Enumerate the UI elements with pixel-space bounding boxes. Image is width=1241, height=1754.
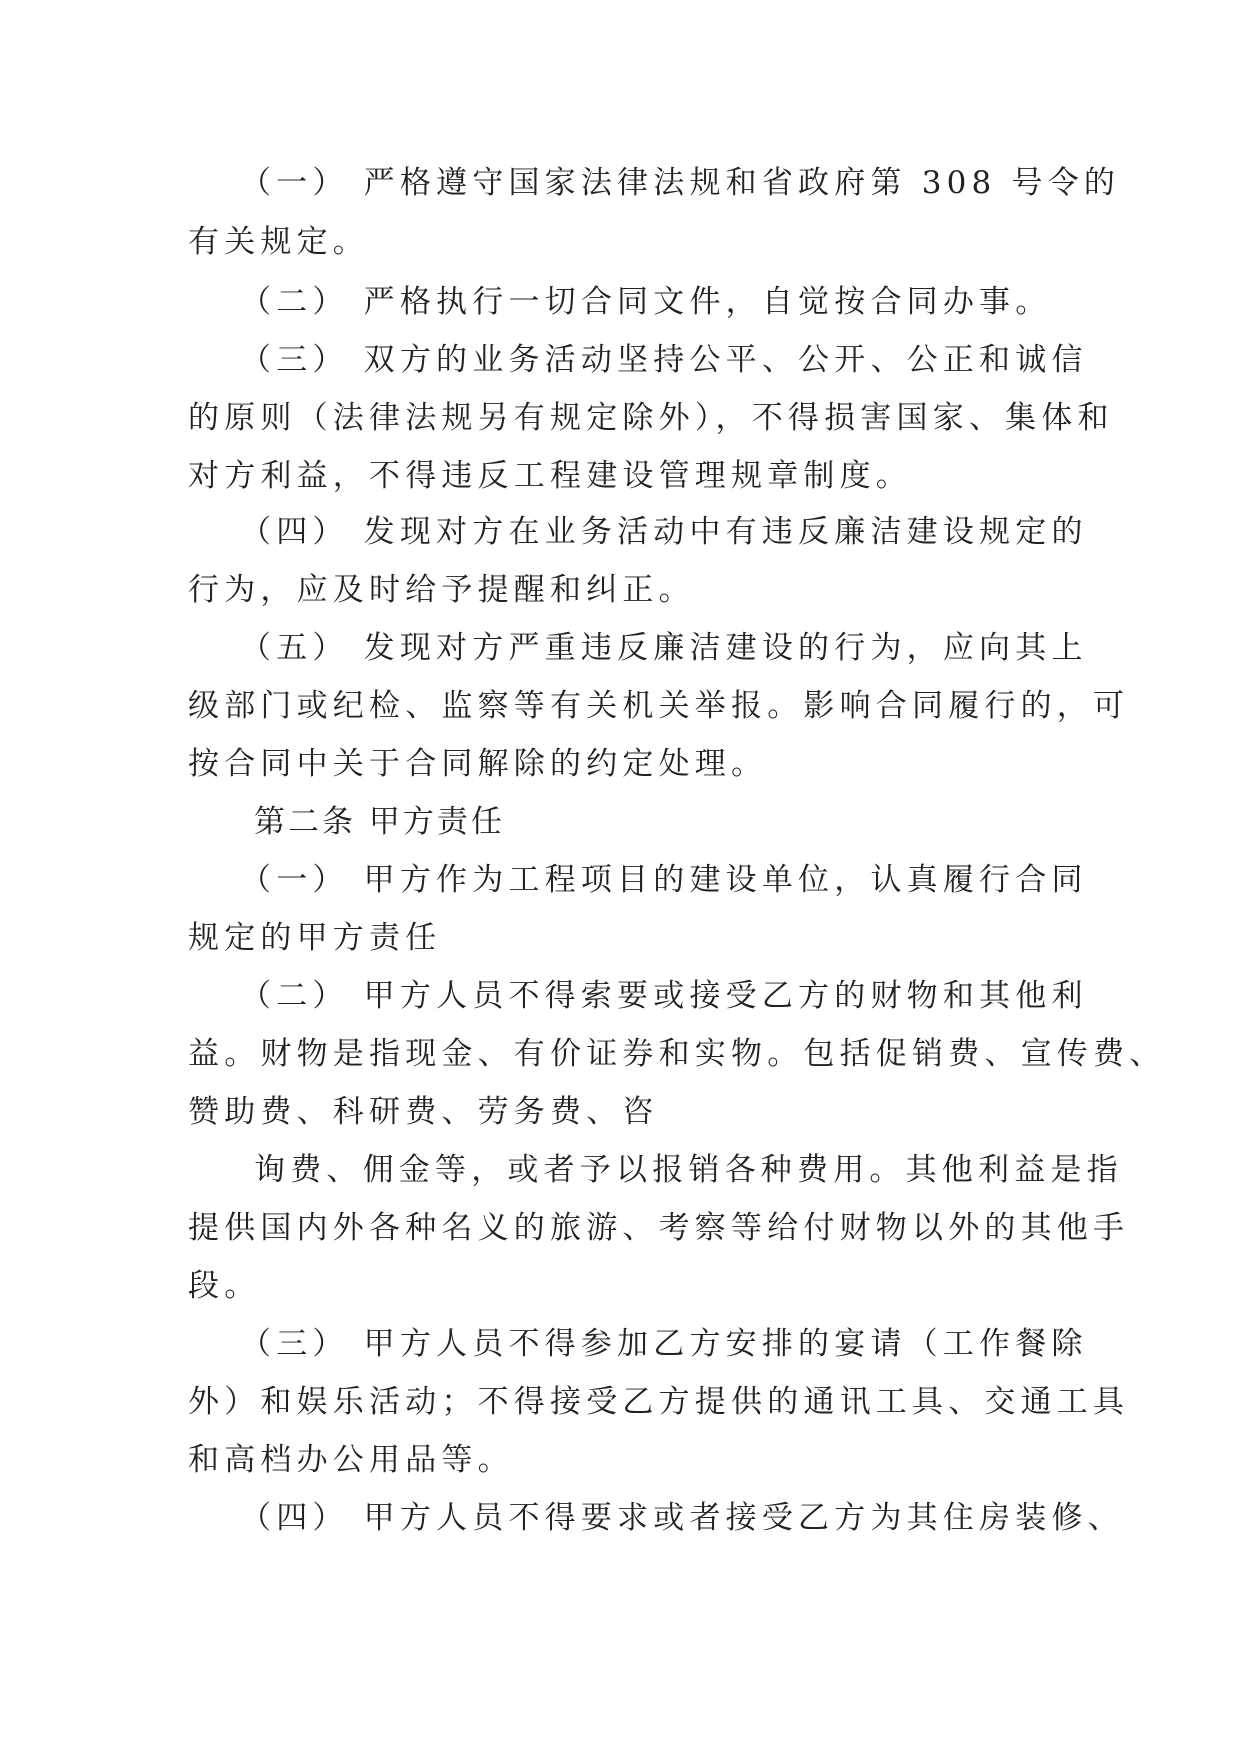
text-line: （三） 甲方人员不得参加乙方安排的宴请（工作餐除 — [240, 1326, 1088, 1362]
text-line: 级部门或纪检、监察等有关机关举报。影响合同履行的，可 — [188, 688, 1130, 724]
text-line: 和高档办公用品等。 — [188, 1442, 514, 1478]
text-line: （二） 严格执行一切合同文件，自觉按合同办事。 — [240, 284, 1052, 320]
text-line: 益。财物是指现金、有价证券和实物。包括促销费、宣传费、 — [188, 1036, 1166, 1072]
text-line: （二） 甲方人员不得索要或接受乙方的财物和其他利 — [240, 978, 1088, 1014]
text-line: （一） 甲方作为工程项目的建设单位，认真履行合同 — [240, 862, 1088, 898]
text-line: 提供国内外各种名义的旅游、考察等给付财物以外的其他手 — [188, 1210, 1130, 1246]
text-line: （三） 双方的业务活动坚持公平、公开、公正和诚信 — [240, 342, 1088, 378]
text-line: 行为，应及时给予提醒和纠正。 — [188, 572, 695, 608]
text-line: 段。 — [188, 1268, 261, 1304]
text-line: （五） 发现对方严重违反廉洁建设的行为，应向其上 — [240, 630, 1088, 666]
text-line: 赞助费、科研费、劳务费、咨 — [188, 1094, 659, 1130]
text-line: 按合同中关于合同解除的约定处理。 — [188, 746, 768, 782]
text-line: 的原则（法律法规另有规定除外），不得损害国家、集体和 — [188, 400, 1114, 436]
text-line: 有关规定。 — [188, 224, 369, 260]
text-line: 询费、佣金等，或者予以报销各种费用。其他利益是指 — [254, 1152, 1123, 1188]
section-heading: 第二条 甲方责任 — [254, 804, 505, 840]
text-line: 规定的甲方责任 — [188, 920, 442, 956]
text-line: 外）和娱乐活动；不得接受乙方提供的通讯工具、交通工具 — [188, 1384, 1130, 1420]
text-line: （一） 严格遵守国家法律法规和省政府第 308 号令的 — [240, 165, 1121, 201]
text-line: （四） 甲方人员不得要求或者接受乙方为其住房装修、 — [240, 1500, 1124, 1536]
text-line: （四） 发现对方在业务活动中有违反廉洁建设规定的 — [240, 514, 1088, 550]
text-line: 对方利益，不得违反工程建设管理规章制度。 — [188, 458, 912, 494]
